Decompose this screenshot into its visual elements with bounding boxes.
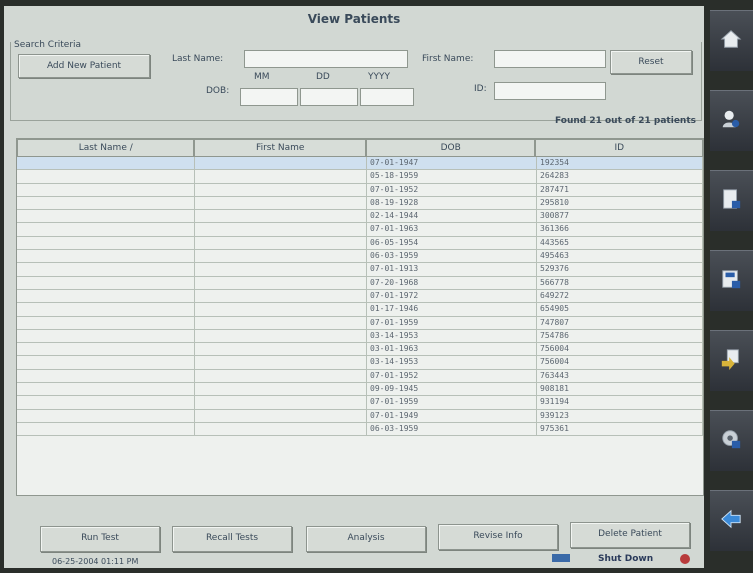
analysis-button[interactable]: Analysis <box>306 526 426 552</box>
column-header-id[interactable]: ID <box>535 139 703 157</box>
found-count-text: Found 21 out of 21 patients <box>554 116 696 126</box>
table-row[interactable]: 06-03-1959 495463 <box>17 250 703 263</box>
table-row[interactable]: 06-03-1959 975361 <box>17 423 703 436</box>
last-name-input[interactable] <box>244 50 408 68</box>
last-name-label: Last Name: <box>172 54 224 64</box>
settings-button[interactable] <box>710 410 753 471</box>
home-button[interactable] <box>710 10 753 71</box>
column-header-last-name[interactable]: Last Name / <box>17 139 194 157</box>
power-icon[interactable] <box>680 554 690 564</box>
table-row[interactable]: 03-14-1953 756004 <box>17 356 703 369</box>
back-button[interactable] <box>710 490 753 551</box>
reset-button[interactable]: Reset <box>610 50 692 74</box>
dob-label: DOB: <box>206 86 230 96</box>
table-row[interactable]: 01-17-1946 654905 <box>17 303 703 316</box>
window-title: View Patients <box>307 12 401 26</box>
shutdown-button[interactable]: Shut Down <box>598 554 654 564</box>
table-row[interactable]: 03-01-1963 756004 <box>17 343 703 356</box>
table-row[interactable]: 05-18-1959 264283 <box>17 170 703 183</box>
column-header-dob[interactable]: DOB <box>366 139 536 157</box>
delete-patient-button[interactable]: Delete Patient <box>570 522 690 548</box>
save-button[interactable] <box>710 250 753 311</box>
table-row[interactable]: 03-14-1953 754786 <box>17 330 703 343</box>
table-row[interactable]: 07-01-1952 287471 <box>17 184 703 197</box>
right-toolbar <box>710 10 753 568</box>
table-row[interactable]: 07-01-1959 931194 <box>17 396 703 409</box>
table-row[interactable]: 07-01-1959 747807 <box>17 317 703 330</box>
table-row[interactable]: 07-01-1963 361366 <box>17 223 703 236</box>
dob-day-input[interactable] <box>300 88 358 106</box>
run-test-button[interactable]: Run Test <box>40 526 160 552</box>
table-row[interactable]: 09-09-1945 908181 <box>17 383 703 396</box>
dob-year-input[interactable] <box>360 88 414 106</box>
dob-month-input[interactable] <box>240 88 298 106</box>
back-arrow-icon <box>720 507 742 531</box>
table-row[interactable]: 06-05-1954 443565 <box>17 237 703 250</box>
transfer-icon <box>720 347 742 371</box>
view-patients-window <box>4 6 704 568</box>
patients-table <box>16 138 704 496</box>
network-status-icon <box>552 554 570 562</box>
recall-tests-button[interactable]: Recall Tests <box>172 526 292 552</box>
table-header <box>17 139 703 157</box>
add-new-patient-button[interactable]: Add New Patient <box>18 54 150 78</box>
table-rows <box>17 157 703 436</box>
table-row[interactable]: 07-01-1952 763443 <box>17 370 703 383</box>
column-header-first-name[interactable]: First Name <box>194 139 366 157</box>
search-criteria-label: Search Criteria <box>14 40 82 50</box>
table-row[interactable]: 07-20-1968 566778 <box>17 277 703 290</box>
table-row[interactable]: 07-01-1913 529376 <box>17 263 703 276</box>
save-icon <box>720 267 742 291</box>
table-row[interactable]: 07-01-1972 649272 <box>17 290 703 303</box>
first-name-label: First Name: <box>422 54 474 64</box>
dd-label: DD <box>316 72 330 82</box>
table-row[interactable]: 02-14-1944 300877 <box>17 210 703 223</box>
first-name-input[interactable] <box>494 50 606 68</box>
yyyy-label: YYYY <box>368 72 390 82</box>
id-label: ID: <box>474 84 487 94</box>
mm-label: MM <box>254 72 270 82</box>
home-icon <box>720 27 742 51</box>
transfer-button[interactable] <box>710 330 753 391</box>
documents-button[interactable] <box>710 170 753 231</box>
search-patient-icon <box>720 107 742 131</box>
settings-icon <box>720 427 742 451</box>
footer-timestamp: 06-25-2004 01:11 PM <box>52 557 139 566</box>
table-row[interactable]: 07-01-1947 192354 <box>17 157 703 170</box>
table-row[interactable]: 07-01-1949 939123 <box>17 410 703 423</box>
revise-info-button[interactable]: Revise Info <box>438 524 558 550</box>
table-row[interactable]: 08-19-1928 295810 <box>17 197 703 210</box>
id-input[interactable] <box>494 82 606 100</box>
patient-search-button[interactable] <box>710 90 753 151</box>
document-icon <box>720 187 742 211</box>
